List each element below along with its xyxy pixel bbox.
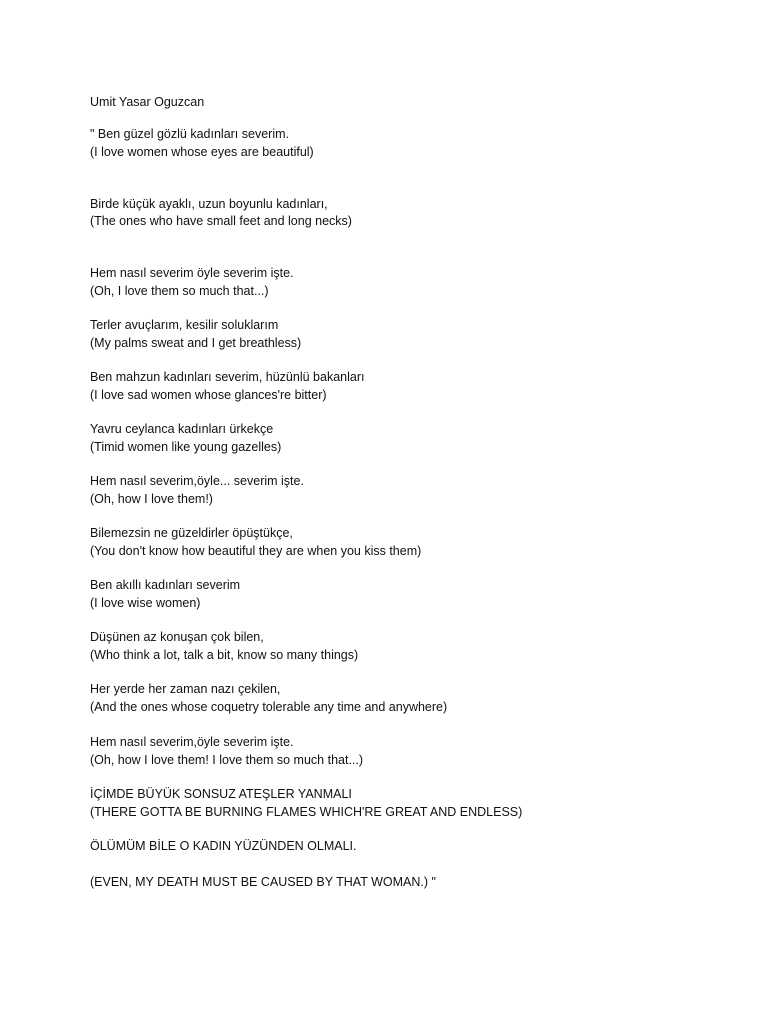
stanza-3-english: (Oh, I love them so much that...): [90, 284, 269, 298]
stanza-12-turkish: Hem nasıl severim,öyle severim işte.: [90, 735, 294, 749]
stanza-12-english: (Oh, how I love them! I love them so much that...): [90, 753, 364, 767]
stanza-9-turkish: Ben akıllı kadınları severim: [90, 578, 241, 592]
stanza-7-english: (Oh, how I love them!): [90, 492, 213, 506]
stanza-1-english: (I love women whose eyes are beautiful): [90, 145, 314, 159]
stanza-2-english: (The ones who have small feet and long necks): [90, 214, 352, 228]
stanza-13-english: (THERE GOTTA BE BURNING FLAMES WHICH'RE GREAT AND ENDLESS): [90, 805, 523, 819]
stanza-4-english: (My palms sweat and I get breathless): [90, 336, 302, 350]
closing-english: (EVEN, MY DEATH MUST BE CAUSED BY THAT WOMAN.) ": [90, 875, 436, 889]
stanza-3-turkish: Hem nasıl severim öyle severim işte.: [90, 266, 294, 280]
stanza-10-english: (Who think a lot, talk a bit, know so many things): [90, 648, 359, 662]
author-line: Umit Yasar Oguzcan: [90, 95, 205, 109]
stanza-5-english: (I love sad women whose glances're bitter): [90, 388, 327, 402]
stanza-9-english: (I love wise women): [90, 596, 201, 610]
stanza-2-turkish: Birde küçük ayaklı, uzun boyunlu kadınları,: [90, 197, 328, 211]
stanza-6-turkish: Yavru ceylanca kadınları ürkekçe: [90, 422, 274, 436]
stanza-11-turkish: Her yerde her zaman nazı çekilen,: [90, 682, 281, 696]
stanza-8-english: (You don't know how beautiful they are when you kiss them): [90, 544, 422, 558]
stanza-8-turkish: Bilemezsin ne güzeldirler öpüştükçe,: [90, 526, 293, 540]
closing-turkish: ÖLÜMÜM BİLE O KADIN YÜZÜNDEN OLMALI.: [90, 839, 357, 853]
stanza-7-turkish: Hem nasıl severim,öyle... severim işte.: [90, 474, 304, 488]
stanza-5-turkish: Ben mahzun kadınları severim, hüzünlü bakanları: [90, 370, 365, 384]
stanza-13-turkish: İÇİMDE BÜYÜK SONSUZ ATEŞLER YANMALI: [90, 787, 352, 801]
stanza-1-turkish: " Ben güzel gözlü kadınları severim.: [90, 127, 289, 141]
stanza-4-turkish: Terler avuçlarım, kesilir soluklarım: [90, 318, 279, 332]
stanza-11-english: (And the ones whose coquetry tolerable any time and anywhere): [90, 700, 448, 714]
stanza-6-english: (Timid women like young gazelles): [90, 440, 282, 454]
stanza-10-turkish: Düşünen az konuşan çok bilen,: [90, 630, 264, 644]
